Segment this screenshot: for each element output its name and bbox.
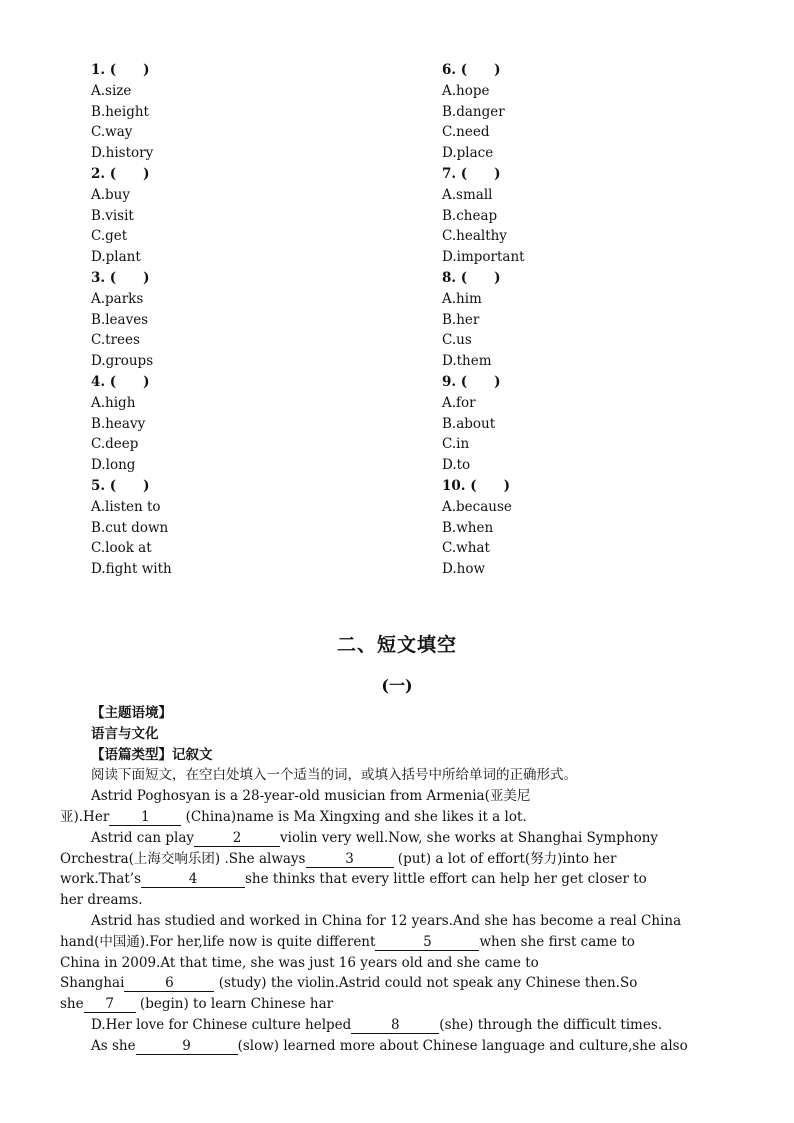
option-b: B.her bbox=[442, 311, 480, 328]
question-4 bbox=[91, 372, 411, 476]
answer-paren: ( ) bbox=[470, 477, 510, 494]
answer-paren: ( ) bbox=[460, 373, 501, 390]
option-b: B.heavy bbox=[91, 415, 146, 432]
passage-number: (一) bbox=[381, 676, 413, 695]
question-5 bbox=[91, 476, 411, 580]
question-7 bbox=[442, 164, 762, 268]
option-b: B.cut down bbox=[91, 519, 169, 536]
option-d: D.plant bbox=[91, 249, 141, 266]
question-9 bbox=[442, 372, 762, 476]
theme-label: 【主题语境】 bbox=[91, 705, 172, 721]
passage-line: D.Her love for Chinese culture helped 8 (she) through the difficult times. bbox=[91, 1016, 663, 1033]
blank-3[interactable]: 3 bbox=[306, 851, 394, 868]
blank-8[interactable]: 8 bbox=[351, 1017, 439, 1034]
passage-line: Orchestra(上海交响乐团) .She always 3 (put) a lot of effort(努力)into her bbox=[60, 850, 617, 867]
option-d: D.place bbox=[442, 145, 494, 162]
option-c: C.healthy bbox=[442, 228, 507, 245]
option-a: A.parks bbox=[91, 290, 144, 307]
question-number: 8. bbox=[442, 269, 457, 286]
option-c: C.look at bbox=[91, 540, 152, 557]
question-number: 5. bbox=[91, 477, 106, 494]
question-number: 2. bbox=[91, 165, 106, 182]
question-3 bbox=[91, 268, 411, 372]
option-b: B.when bbox=[442, 519, 494, 536]
option-a: A.him bbox=[442, 290, 482, 307]
option-a: A.buy bbox=[91, 186, 131, 203]
option-a: A.for bbox=[442, 394, 476, 411]
option-a: A.hope bbox=[442, 82, 490, 99]
option-a: A.because bbox=[442, 498, 512, 515]
option-b: B.visit bbox=[91, 207, 134, 224]
question-number: 1. bbox=[91, 62, 106, 78]
option-b: B.about bbox=[442, 415, 496, 432]
option-c: C.get bbox=[91, 228, 128, 245]
passage-line: Astrid can play 2 violin very well.Now, she works at Shanghai Symphony bbox=[91, 829, 659, 846]
choices-right-column bbox=[442, 60, 762, 580]
question-2 bbox=[91, 164, 411, 268]
passage-line: As she 9 (slow) learned more about Chinese language and culture,she also bbox=[91, 1037, 688, 1054]
passage-line: Astrid has studied and worked in China for 12 years.And she has become a real China bbox=[91, 912, 682, 929]
blank-5[interactable]: 5 bbox=[375, 934, 479, 951]
passage-line: her dreams. bbox=[60, 892, 143, 909]
option-a: A.high bbox=[91, 394, 136, 411]
question-number: 3. bbox=[91, 269, 106, 286]
question-number: 7. bbox=[442, 165, 457, 182]
passage-line: China in 2009.At that time, she was just 16 years old and she came to bbox=[60, 954, 539, 971]
question-number: 10. bbox=[442, 477, 466, 494]
answer-paren: ( ) bbox=[109, 373, 150, 390]
blank-9[interactable]: 9 bbox=[136, 1038, 238, 1055]
passage-line: Astrid Poghosyan is a 28-year-old musician from Armenia(亚美尼 bbox=[91, 788, 531, 805]
answer-paren: ( ) bbox=[460, 269, 501, 286]
question-number: 9. bbox=[442, 373, 457, 390]
option-b: B.danger bbox=[442, 103, 505, 120]
answer-paren: ( ) bbox=[109, 165, 150, 182]
option-c: C.us bbox=[442, 332, 472, 349]
option-c: C.need bbox=[442, 124, 490, 141]
answer-paren: ( ) bbox=[460, 62, 501, 78]
question-1 bbox=[91, 60, 411, 164]
option-c: C.trees bbox=[91, 332, 140, 349]
option-d: D.fight with bbox=[91, 561, 172, 578]
option-d: D.to bbox=[442, 457, 471, 474]
option-d: D.how bbox=[442, 561, 486, 578]
option-b: B.cheap bbox=[442, 207, 498, 224]
question-10 bbox=[442, 476, 762, 580]
option-d: D.groups bbox=[91, 353, 154, 370]
blank-4[interactable]: 4 bbox=[141, 871, 245, 888]
blank-6[interactable]: 6 bbox=[124, 975, 214, 992]
option-a: A.size bbox=[91, 82, 132, 99]
question-6 bbox=[442, 60, 762, 164]
blank-2[interactable]: 2 bbox=[194, 830, 280, 847]
choices-left-column bbox=[91, 60, 411, 580]
instruction: 阅读下面短文，在空白处填入一个适当的词，或填入括号中所给单词的正确形式。 bbox=[91, 767, 577, 784]
answer-paren: ( ) bbox=[109, 269, 150, 286]
option-c: C.in bbox=[442, 436, 470, 453]
question-number: 6. bbox=[442, 62, 457, 78]
theme-value: 语言与文化 bbox=[91, 725, 159, 742]
option-a: A.small bbox=[442, 186, 493, 203]
passage-line: she 7 (begin) to learn Chinese har bbox=[60, 996, 334, 1013]
question-number: 4. bbox=[91, 373, 106, 390]
answer-paren: ( ) bbox=[109, 477, 150, 494]
cloze-passage bbox=[60, 703, 736, 1057]
answer-paren: ( ) bbox=[109, 62, 150, 78]
option-c: C.way bbox=[91, 124, 133, 141]
answer-paren: ( ) bbox=[460, 165, 501, 182]
blank-7[interactable]: 7 bbox=[84, 996, 136, 1013]
passage-line: hand(中国通).For her,life now is quite different 5 when she first came to bbox=[60, 933, 635, 950]
option-d: D.history bbox=[91, 145, 154, 162]
option-b: B.leaves bbox=[91, 311, 149, 328]
question-8 bbox=[442, 268, 762, 372]
option-d: D.them bbox=[442, 353, 492, 370]
option-c: C.what bbox=[442, 540, 490, 557]
blank-1[interactable]: 1 bbox=[109, 809, 181, 826]
option-d: D.long bbox=[91, 457, 136, 474]
passage-line: Shanghai 6 (study) the violin.Astrid could not speak any Chinese then.So bbox=[60, 975, 638, 992]
genre-label: 【语篇类型】记叙文 bbox=[91, 746, 213, 763]
option-a: A.listen to bbox=[91, 498, 161, 515]
option-c: C.deep bbox=[91, 436, 139, 453]
option-d: D.important bbox=[442, 249, 525, 266]
passage-line: 亚).Her 1 (China)name is Ma Xingxing and she likes it a lot. bbox=[60, 808, 527, 825]
passage-line: work.That’s 4 she thinks that every little effort can help her get closer to bbox=[60, 871, 647, 888]
section-title: 二、短文填空 bbox=[336, 634, 457, 656]
option-b: B.height bbox=[91, 103, 149, 120]
